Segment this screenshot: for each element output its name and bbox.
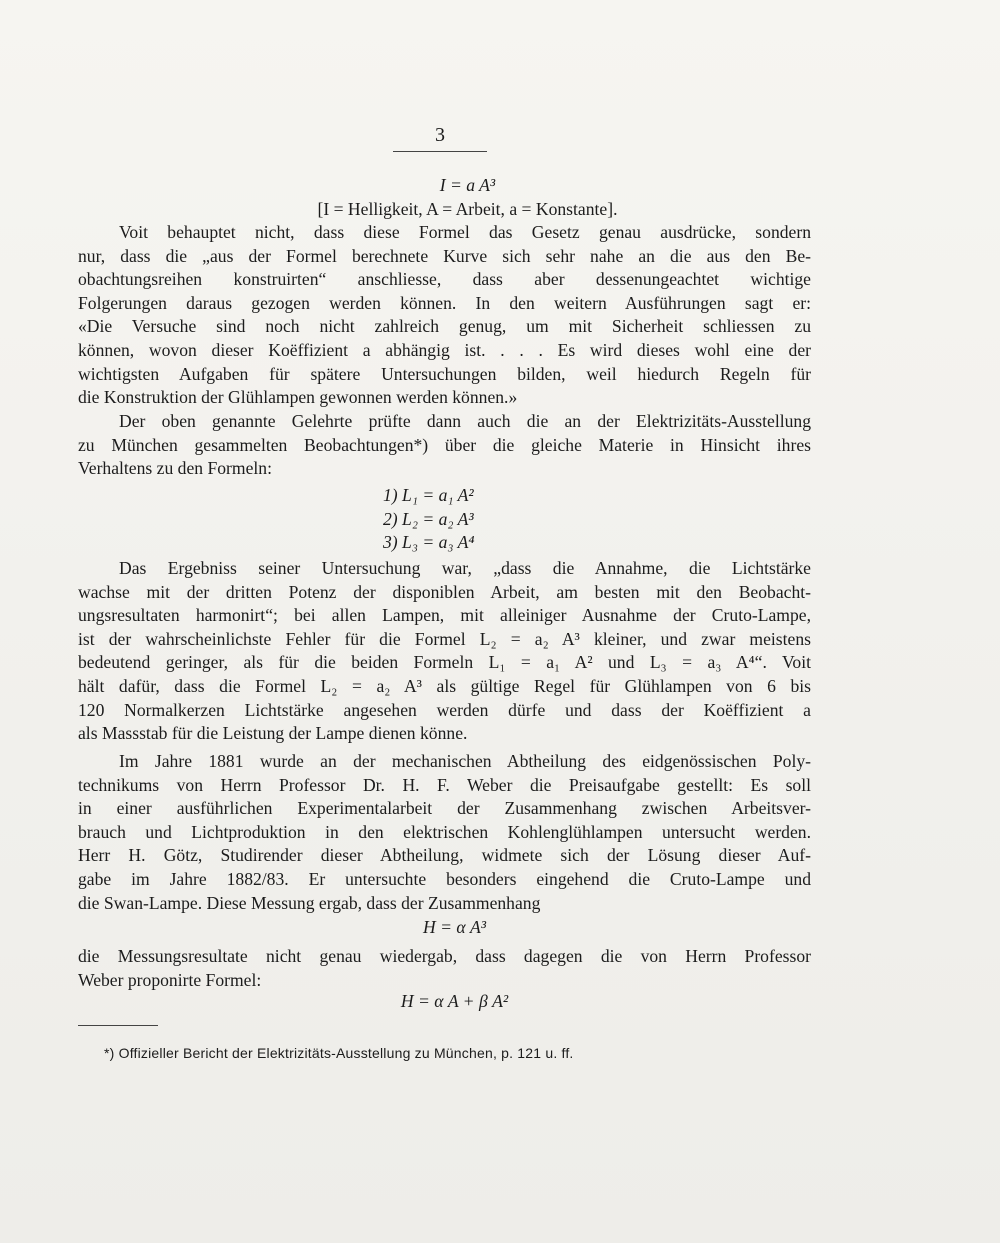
- paragraph-3: [78, 557, 811, 746]
- footnote-rule: [78, 1025, 158, 1026]
- formula-list-item: 2) L₂ = a₂ A³: [383, 508, 474, 529]
- text-line: ungsresultaten harmonirt“; bei allen Lampen, mit alleiniger Ausnahme der Cruto-Lampe,: [78, 605, 811, 626]
- text-line: bedeutend geringer, als für die beiden Formeln L₁ = a₁ A² und L₃ = a₃ A⁴“. Voit: [78, 652, 811, 673]
- text-line: Herr H. Götz, Studirender dieser Abtheilung, widmete sich der Lösung dieser Auf-: [78, 845, 811, 866]
- formula-block-2: [78, 916, 811, 940]
- text-line: obachtungsreihen konstruirten“ anschliesse, dass aber dessenungeachtet wichtige: [78, 269, 811, 290]
- text-line: ist der wahrscheinlichste Fehler für die Formel L₂ = a₂ A³ kleiner, und zwar meistens: [78, 628, 811, 649]
- text-line: 120 Normalkerzen Lichtstärke angesehen werden dürfe und dass der Koëffizient a: [78, 699, 811, 720]
- text-line: Folgerungen daraus gezogen werden können. In den weitern Ausführungen sagt er:: [78, 292, 811, 313]
- formula-list-item: 1) L₁ = a₁ A²: [383, 485, 474, 505]
- text-line: können, wovon dieser Koëffizient a abhängig ist. . . . Es wird dieses wohl eine der: [78, 339, 811, 360]
- text-line: technikums von Herrn Professor Dr. H. F. Weber die Preisaufgabe gestellt: Es soll: [78, 774, 811, 795]
- paragraph-2: [78, 410, 811, 481]
- text-line: «Die Versuche sind noch nicht zahlreich genug, um mit Sicherheit schliessen zu: [78, 316, 811, 337]
- formula-list-item: 3) L₃ = a₃ A⁴: [383, 532, 475, 553]
- text-line: zu München gesammelten Beobachtungen*) über die gleiche Materie in Hinsicht ihres: [78, 434, 811, 455]
- text-line: als Massstab für die Leistung der Lampe dienen könne.: [78, 723, 468, 744]
- text-line: Das Ergebniss seiner Untersuchung war, „dass die Annahme, die Lichtstärke: [119, 558, 811, 578]
- text-line: brauch und Lichtproduktion in den elektrischen Kohlenglühlampen untersucht werden.: [78, 821, 811, 842]
- text-line: wichtigsten Aufgaben für spätere Untersuchungen bilden, weil hiedurch Regeln für: [78, 363, 811, 384]
- formula-block-1: [78, 174, 811, 221]
- paragraph-4: [78, 750, 811, 915]
- text-line: die Swan-Lampe. Diese Messung ergab, dass der Zusammenhang: [78, 892, 541, 913]
- formula-block-3: [78, 990, 811, 1014]
- text-line: Weber proponirte Formel:: [78, 969, 262, 990]
- text-line: Verhaltens zu den Formeln:: [78, 458, 272, 479]
- formula-1: I = a A³: [439, 175, 496, 195]
- formula-2: H = α A³: [422, 917, 487, 937]
- text-line: gabe im Jahre 1882/83. Er untersuchte besonders eingehend die Cruto-Lampe und: [78, 868, 811, 889]
- text-line: in einer ausführlichen Experimentalarbeit der Zusammenhang zwischen Arbeitsver-: [78, 798, 811, 819]
- page-number: 3: [435, 124, 445, 146]
- text-line: Im Jahre 1881 wurde an der mechanischen Abtheilung des eidgenössischen Poly-: [119, 751, 811, 771]
- formula-list: [383, 484, 583, 555]
- text-line: die Messungsresultate nicht genau wiedergab, dass dagegen die von Herrn Professor: [78, 946, 811, 966]
- formula-3: H = α A + β A²: [400, 991, 509, 1011]
- paragraph-1: [78, 221, 811, 410]
- text-line: die Konstruktion der Glühlampen gewonnen werden können.»: [78, 387, 518, 408]
- text-line: nur, dass die „aus der Formel berechnete Kurve sich sehr nahe an die aus den Be-: [78, 245, 811, 266]
- text-line: wachse mit der dritten Potenz der disponiblen Arbeit, am besten mit den Beobacht-: [78, 581, 811, 602]
- paragraph-5: [78, 945, 811, 992]
- text-line: Voit behauptet nicht, dass diese Formel das Gesetz genau ausdrücke, sondern: [119, 222, 811, 242]
- footnote: *) Offizieller Bericht der Elektrizitäts-Ausstellung zu München, p. 121 u. ff.: [104, 1045, 574, 1061]
- text-line: hält dafür, dass die Formel L₂ = a₂ A³ als gültige Regel für Glühlampen von 6 bis: [78, 675, 811, 696]
- formula-1-legend: [I = Helligkeit, A = Arbeit, a = Konstante].: [317, 198, 618, 219]
- header-rule: [393, 151, 487, 152]
- text-line: Der oben genannte Gelehrte prüfte dann auch die an der Elektrizitäts-Ausstellung: [119, 411, 811, 431]
